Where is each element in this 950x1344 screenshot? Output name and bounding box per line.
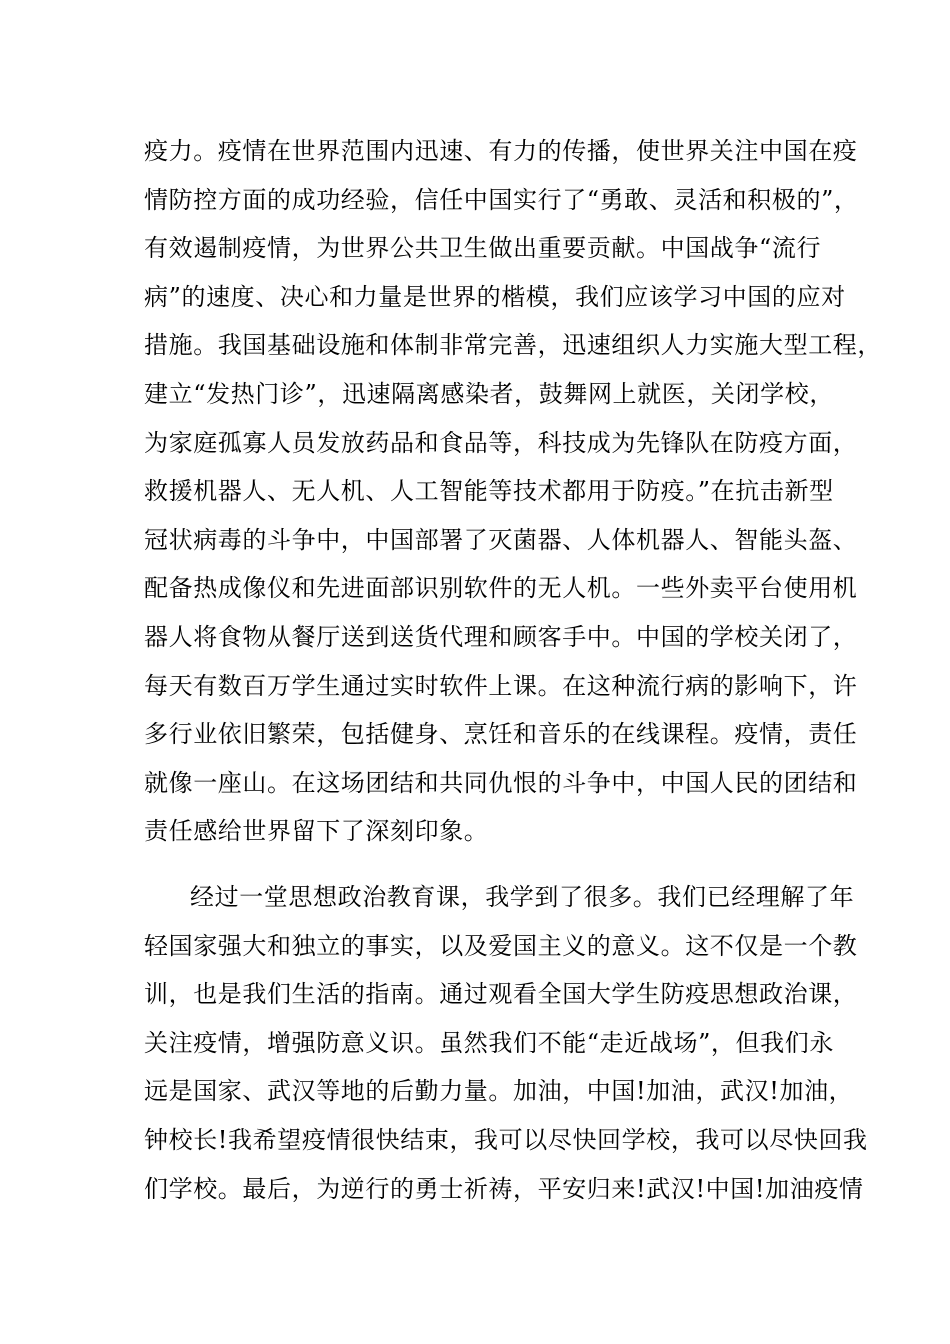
text-line: 多行业依旧繁荣，包括健身、烹饪和音乐的在线课程。疫情，责任 <box>144 720 858 749</box>
text-line: 钟校长!我希望疫情很快结束，我可以尽快回学校，我可以尽快回我 <box>144 1125 868 1154</box>
text-line: 疫力。疫情在世界范围内迅速、有力的传播，使世界关注中国在疫 <box>144 137 858 165</box>
text-line: 配备热成像仪和先进面部识别软件的无人机。一些外卖平台使用机 <box>144 574 858 603</box>
text-line: 为家庭孤寡人员发放药品和食品等，科技成为先锋队在防疫方面， <box>144 428 858 457</box>
text-line: 病”的速度、决心和力量是世界的楷模，我们应该学习中国的应对 <box>144 282 846 311</box>
text-line: 训，也是我们生活的指南。通过观看全国大学生防疫思想政治课， <box>144 980 858 1009</box>
text-line: 关注疫情，增强防意义识。虽然我们不能“走近战场”，但我们永 <box>144 1028 834 1057</box>
text-line: 有效遏制疫情，为世界公共卫生做出重要贡献。中国战争“流行 <box>144 234 822 263</box>
text-line: 情防控方面的成功经验，信任中国实行了“勇敢、灵活和积极的”， <box>144 185 859 214</box>
paragraph-1 <box>144 127 882 856</box>
text-line: 措施。我国基础设施和体制非常完善，迅速组织人力实施大型工程， <box>144 331 882 360</box>
text-line: 器人将食物从餐厅送到送货代理和顾客手中。中国的学校关闭了， <box>144 622 858 651</box>
text-line: 就像一座山。在这场团结和共同仇恨的斗争中，中国人民的团结和 <box>144 768 858 797</box>
paragraph-2 <box>144 873 868 1213</box>
text-line: 责任感给世界留下了深刻印象。 <box>144 817 489 846</box>
text-line: 经过一堂思想政治教育课，我学到了很多。我们已经理解了年 <box>190 883 855 911</box>
text-line: 轻国家强大和独立的事实，以及爱国主义的意义。这不仅是一个教 <box>144 931 858 960</box>
text-line-indented <box>144 873 855 922</box>
text-line: 每天有数百万学生通过实时软件上课。在这种流行病的影响下，许 <box>144 671 858 700</box>
text-line: 救援机器人、无人机、人工智能等技术都用于防疫。”在抗击新型 <box>144 477 834 506</box>
text-line: 远是国家、武汉等地的后勤力量。加油，中国!加油，武汉!加油， <box>144 1077 854 1106</box>
text-line: 们学校。最后，为逆行的勇士祈祷，平安归来!武汉!中国!加油疫情 <box>144 1174 864 1203</box>
text-line: 冠状病毒的斗争中，中国部署了灭菌器、人体机器人、智能头盔、 <box>144 525 858 554</box>
text-line: 建立“发热门诊”，迅速隔离感染者，鼓舞网上就医，关闭学校， <box>144 379 834 408</box>
